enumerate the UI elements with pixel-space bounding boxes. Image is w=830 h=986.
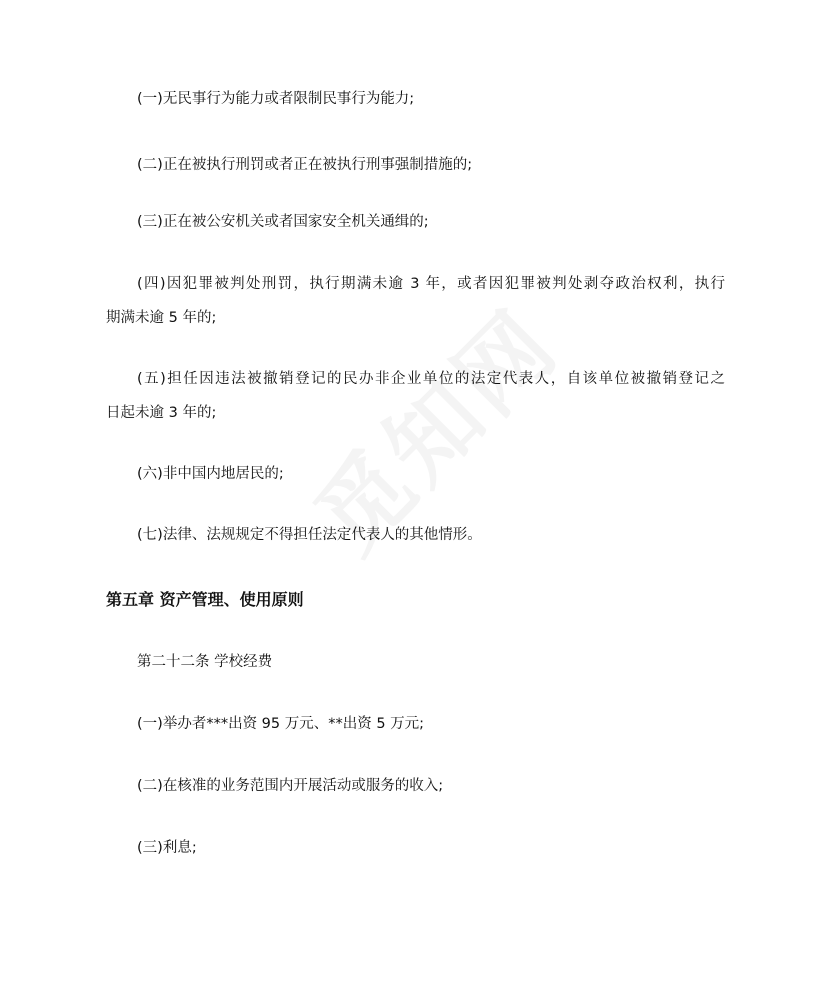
chapter-heading: 第五章 资产管理、使用原则: [106, 590, 304, 609]
list-item: (七)法律、法规规定不得担任法定代表人的其他情形。: [137, 527, 482, 543]
article-heading: 第二十二条 学校经费: [137, 654, 273, 670]
list-item-line: (四)因犯罪被判处刑罚，执行期满未逾 3 年，或者因犯罪被判处剥夺政治权利，执行: [137, 276, 725, 292]
list-item: (三)利息;: [137, 840, 197, 856]
list-item: (二)在核准的业务范围内开展活动或服务的收入;: [137, 778, 444, 794]
list-item: (三)正在被公安机关或者国家安全机关通缉的;: [137, 214, 429, 230]
list-item-line: (五)担任因违法被撤销登记的民办非企业单位的法定代表人，自该单位被撤销登记之: [137, 371, 725, 387]
list-item: (六)非中国内地居民的;: [137, 466, 284, 482]
list-item-line: 日起未逾 3 年的;: [106, 405, 217, 421]
list-item: (一)举办者***出资 95 万元、**出资 5 万元;: [137, 716, 425, 732]
list-item-line: 期满未逾 5 年的;: [106, 310, 217, 326]
list-item: (一)无民事行为能力或者限制民事行为能力;: [137, 91, 415, 107]
list-item: (二)正在被执行刑罚或者正在被执行刑事强制措施的;: [137, 157, 473, 173]
